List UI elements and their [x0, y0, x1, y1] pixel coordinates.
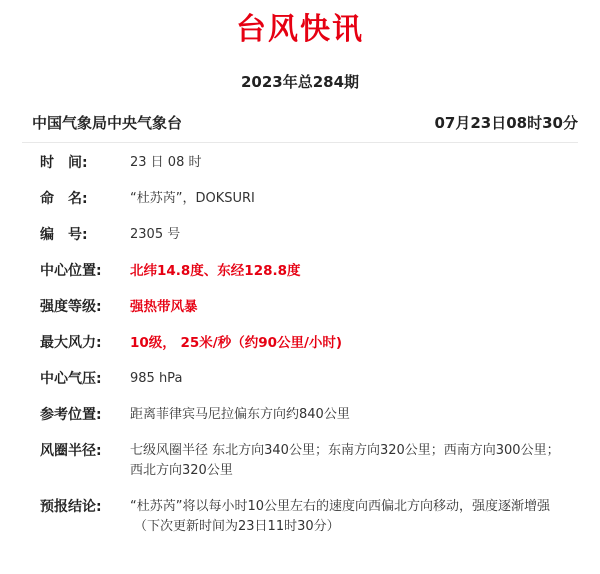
value-center-pressure: 985 hPa [130, 371, 183, 386]
label-reference-position: 参考位置: [40, 407, 102, 423]
value-reference-position: 距离菲律宾马尼拉偏东方向约840公里 [130, 407, 350, 422]
label-forecast: 预报结论: [40, 499, 102, 515]
row-intensity [0, 297, 600, 317]
value-intensity: 强热带风暴 [130, 299, 198, 315]
row-max-wind [0, 333, 600, 353]
label-time: 时 间: [40, 155, 88, 171]
label-center-pressure: 中心气压: [40, 371, 102, 387]
row-center-pressure [0, 369, 600, 389]
issue-datetime: 07月23日08时30分 [434, 114, 578, 132]
value-name: “杜苏芮”，DOKSURI [130, 191, 255, 206]
page-title: 台风快讯 [236, 12, 364, 47]
label-number: 编 号: [40, 227, 88, 243]
row-center-position [0, 261, 600, 281]
forecast-text: “杜苏芮”将以每小时10公里左右的速度向西偏北方向移动，强度逐渐增强 [130, 499, 551, 514]
label-name: 命 名: [40, 191, 88, 207]
divider [22, 142, 578, 143]
row-wind-radius [0, 441, 600, 481]
value-center-position: 北纬14.8度、东经128.8度 [130, 263, 301, 279]
next-update-note: （下次更新时间为23日11时30分） [134, 519, 340, 534]
value-time: 23 日 08 时 [130, 155, 202, 170]
value-wind-radius: 七级风圈半径 东北方向340公里；东南方向320公里；西南方向300公里；西北方向320公里 [130, 443, 560, 478]
row-reference-position [0, 405, 600, 425]
label-max-wind: 最大风力: [40, 335, 102, 351]
agency-name: 中国气象局中央气象台 [32, 114, 183, 132]
row-time [0, 153, 600, 173]
label-wind-radius: 风圈半径: [40, 443, 102, 459]
label-intensity: 强度等级: [40, 299, 102, 315]
value-forecast [130, 497, 560, 537]
value-max-wind: 10级， 25米/秒（约90公里/小时) [130, 335, 343, 351]
label-center-position: 中心位置: [40, 263, 102, 279]
value-number: 2305 号 [130, 227, 181, 242]
info-table [0, 153, 600, 537]
row-forecast [0, 497, 600, 537]
row-number [0, 225, 600, 245]
meta-row [32, 112, 578, 134]
issue-number: 2023年总284期 [240, 73, 360, 91]
row-name [0, 189, 600, 209]
